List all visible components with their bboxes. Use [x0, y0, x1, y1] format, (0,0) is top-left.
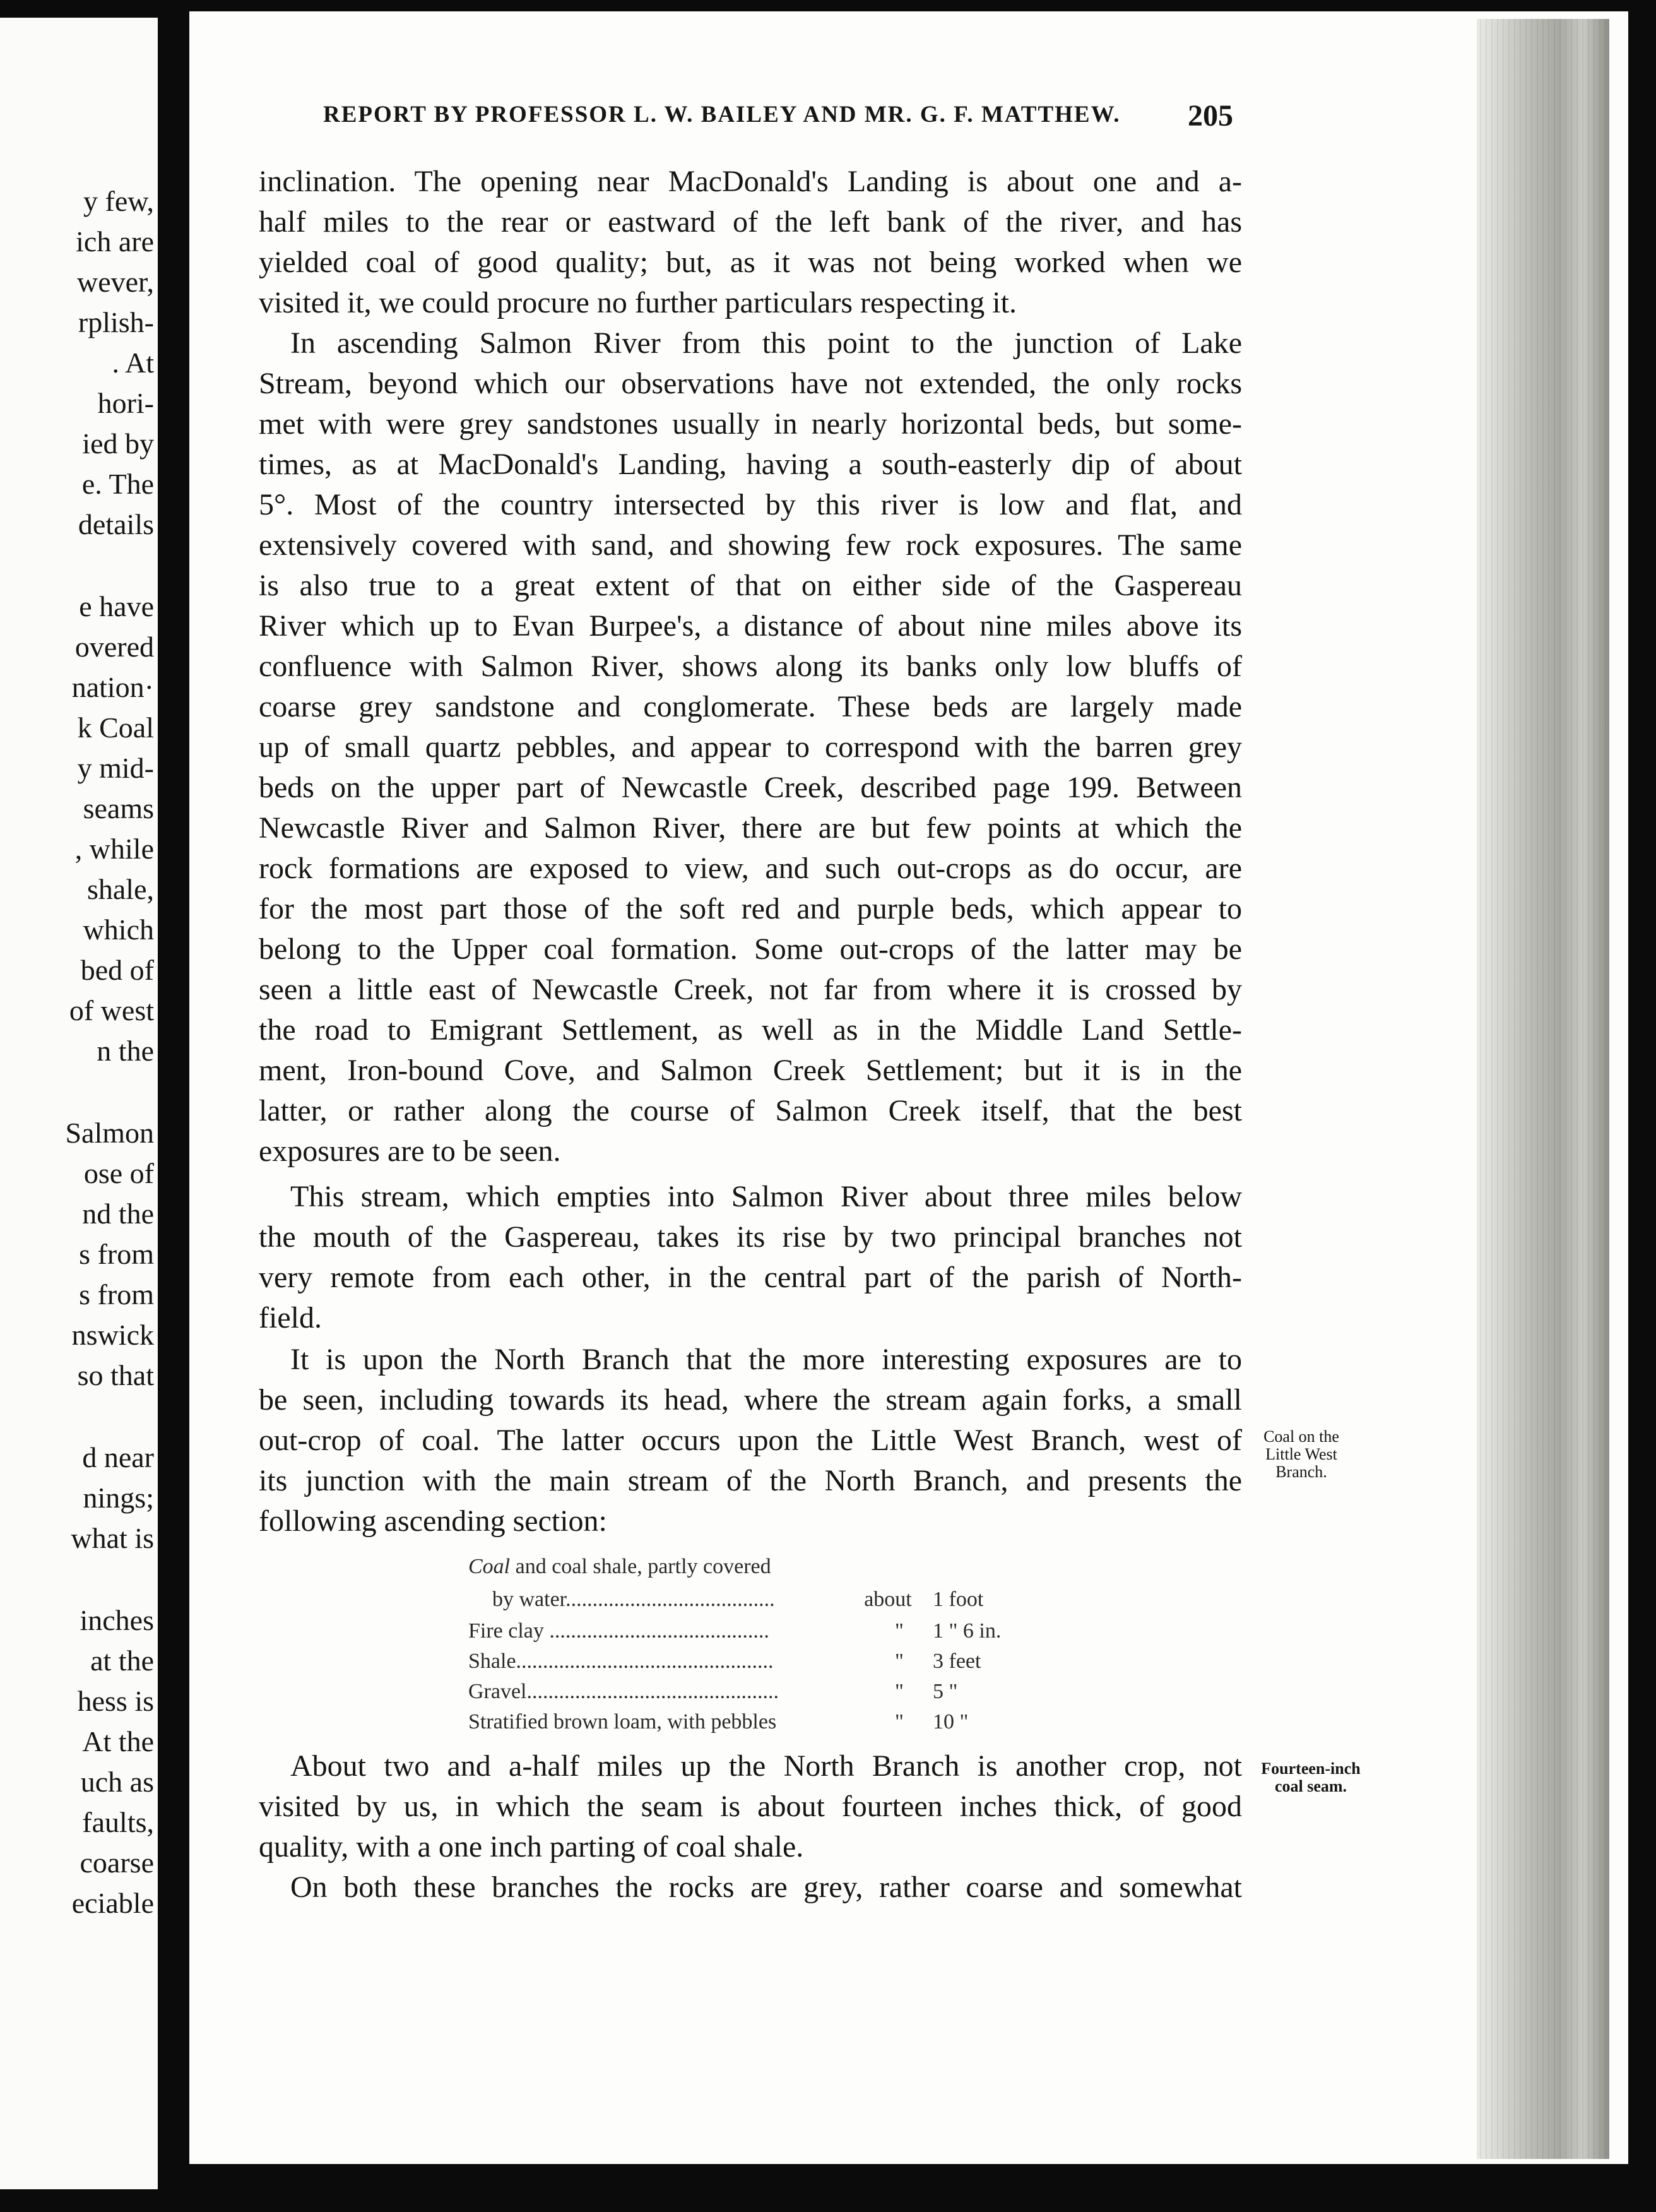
- body-line: its junction with the main stream of the North Branch, and presents the: [259, 1464, 1242, 1497]
- body-line: exposures are to be seen.: [259, 1134, 561, 1168]
- facing-line: nation·: [71, 671, 154, 703]
- facing-line: y few,: [83, 185, 154, 217]
- facing-line: what is: [71, 1522, 154, 1554]
- section-row-amount: 1 foot: [933, 1588, 984, 1611]
- body-line: visited it, we could procure no further particulars respecting it.: [259, 286, 1017, 319]
- facing-line: rplish-: [78, 306, 154, 338]
- facing-line: . At: [112, 347, 154, 379]
- facing-line: e. The: [81, 468, 154, 500]
- body-line: half miles to the rear or eastward of the left bank of the river, and has: [259, 205, 1242, 239]
- facing-line: s from: [79, 1278, 154, 1311]
- body-line: visited by us, in which the seam is about fourteen inches thick, of good: [259, 1790, 1242, 1823]
- body-line: ment, Iron-bound Cove, and Salmon Creek Settlement; but it is in the: [259, 1054, 1242, 1087]
- section-row-name: Shale................................................: [468, 1650, 774, 1673]
- section-row-amount: 5 ": [933, 1680, 958, 1703]
- body-line: the road to Emigrant Settlement, as well as in the Middle Land Settle-: [259, 1013, 1242, 1047]
- body-line: for the most part those of the soft red and purple beds, which appear to: [259, 892, 1242, 925]
- body-line: This stream, which empties into Salmon River about three miles below: [290, 1180, 1242, 1213]
- facing-line: faults,: [82, 1806, 154, 1838]
- facing-line: k Coal: [77, 711, 154, 744]
- facing-line: details: [78, 508, 154, 540]
- body-line: the mouth of the Gaspereau, takes its rise by two principal branches not: [259, 1220, 1242, 1254]
- sidenote-line: Fourteen-inch: [1261, 1759, 1361, 1778]
- body-line: beds on the upper part of Newcastle Creek, described page 199. Between: [259, 771, 1242, 804]
- section-row-name: Fire clay .........................................: [468, 1619, 769, 1643]
- facing-line: eciable: [71, 1887, 154, 1919]
- facing-line: bed of: [80, 954, 154, 986]
- section-row-name: Gravel...............................................: [468, 1680, 779, 1703]
- body-line: seen a little east of Newcastle Creek, not far from where it is crossed by: [259, 973, 1242, 1006]
- sidenote-coal-little-west-branch: [1245, 1428, 1358, 1481]
- facing-line: ied by: [82, 427, 154, 460]
- section-row-qualifier: ": [895, 1680, 904, 1703]
- facing-line: e have: [79, 590, 154, 622]
- sidenote-line: Coal on the: [1263, 1427, 1339, 1446]
- body-line: inclination. The opening near MacDonald's Landing is about one and a-: [259, 165, 1242, 198]
- running-head: REPORT BY PROFESSOR L. W. BAILEY AND MR. G. F. MATTHEW.: [323, 102, 1121, 128]
- body-line: field.: [259, 1301, 322, 1335]
- body-line: very remote from each other, in the central part of the parish of North-: [259, 1261, 1242, 1294]
- section-row-name: by water.......................................: [492, 1588, 775, 1611]
- facing-line: wever,: [76, 266, 154, 298]
- body-line: extensively covered with sand, and showing few rock exposures. The same: [259, 528, 1242, 562]
- facing-line: nd the: [82, 1198, 154, 1230]
- body-line: Stream, beyond which our observations have not extended, the only rocks: [259, 367, 1242, 400]
- body-line: It is upon the North Branch that the more interesting exposures are to: [290, 1343, 1242, 1376]
- page-stack-lines: [1480, 19, 1606, 2159]
- facing-line: ose of: [83, 1157, 154, 1189]
- facing-line: hori-: [97, 387, 154, 419]
- section-row-qualifier: ": [895, 1710, 904, 1733]
- facing-line: At the: [82, 1725, 154, 1757]
- facing-line: , while: [74, 833, 154, 865]
- body-line: Newcastle River and Salmon River, there are but few points at which the: [259, 811, 1242, 845]
- sidenote-line: coal seam.: [1274, 1777, 1347, 1795]
- sidenote-fourteen-inch-seam: [1245, 1760, 1377, 1795]
- body-line: belong to the Upper coal formation. Some out-crops of the latter may be: [259, 932, 1242, 966]
- body-line: About two and a-half miles up the North Branch is another crop, not: [290, 1749, 1242, 1783]
- body-line: In ascending Salmon River from this point to the junction of Lake: [290, 326, 1242, 360]
- facing-line: coarse: [80, 1846, 154, 1879]
- section-row-amount: 1 " 6 in.: [933, 1619, 1002, 1643]
- section-row-qualifier: ": [895, 1619, 904, 1643]
- section-row-name: Stratified brown loam, with pebbles: [468, 1710, 777, 1733]
- body-line: following ascending section:: [259, 1504, 607, 1538]
- facing-line: n the: [97, 1035, 154, 1067]
- body-line: yielded coal of good quality; but, as it was not being worked when we: [259, 246, 1242, 279]
- body-line: rock formations are exposed to view, and such out-crops as do occur, are: [259, 852, 1242, 885]
- sidenote-line: Little West: [1265, 1445, 1337, 1463]
- facing-line: s from: [79, 1238, 154, 1270]
- facing-line: overed: [74, 631, 154, 663]
- facing-line: of west: [69, 994, 154, 1026]
- body-line: River which up to Evan Burpee's, a distance of about nine miles above its: [259, 609, 1242, 643]
- page-number: 205: [1188, 99, 1233, 133]
- body-line: met with were grey sandstones usually in nearly horizontal beds, but some-: [259, 407, 1242, 441]
- facing-line: uch as: [80, 1766, 154, 1798]
- body-line: latter, or rather along the course of Salmon Creek itself, that the best: [259, 1094, 1242, 1127]
- facing-line: inches: [80, 1604, 154, 1636]
- section-row-qualifier: about: [864, 1588, 912, 1611]
- facing-page-fragment: [0, 18, 158, 2189]
- facing-line: so that: [77, 1359, 154, 1391]
- facing-line: which: [83, 913, 154, 946]
- body-line: On both these branches the rocks are grey, rather coarse and somewhat: [290, 1870, 1242, 1904]
- section-row-amount: 10 ": [933, 1710, 969, 1733]
- facing-line: seams: [83, 792, 154, 824]
- body-line: confluence with Salmon River, shows along its banks only low bluffs of: [259, 650, 1242, 683]
- body-line: is also true to a great extent of that on either side of the Gaspereau: [259, 569, 1242, 602]
- facing-line: d near: [82, 1441, 154, 1473]
- body-line: quality, with a one inch parting of coal shale.: [259, 1830, 804, 1864]
- body-line: coarse grey sandstone and conglomerate. These beds are largely made: [259, 690, 1242, 723]
- section-row-qualifier: ": [895, 1650, 904, 1673]
- body-line: out-crop of coal. The latter occurs upon the Little West Branch, west of: [259, 1424, 1242, 1457]
- section-row-name: Coal and coal shale, partly covered: [468, 1555, 771, 1578]
- body-line: be seen, including towards its head, where the stream again forks, a small: [259, 1383, 1242, 1417]
- facing-line: Salmon: [65, 1117, 154, 1149]
- facing-line: hess is: [77, 1685, 154, 1717]
- sidenote-line: Branch.: [1275, 1463, 1327, 1481]
- section-row-amount: 3 feet: [933, 1650, 981, 1673]
- body-line: up of small quartz pebbles, and appear to correspond with the barren grey: [259, 730, 1242, 764]
- facing-line: y mid-: [77, 752, 154, 784]
- facing-line: ich are: [76, 225, 154, 258]
- body-line: times, as at MacDonald's Landing, having a south-easterly dip of about: [259, 448, 1242, 481]
- facing-line: shale,: [86, 873, 154, 905]
- facing-line: nings;: [83, 1482, 154, 1514]
- facing-line: nswick: [71, 1319, 154, 1351]
- facing-line: at the: [90, 1644, 154, 1677]
- body-line: 5°. Most of the country intersected by this river is low and flat, and: [259, 488, 1242, 521]
